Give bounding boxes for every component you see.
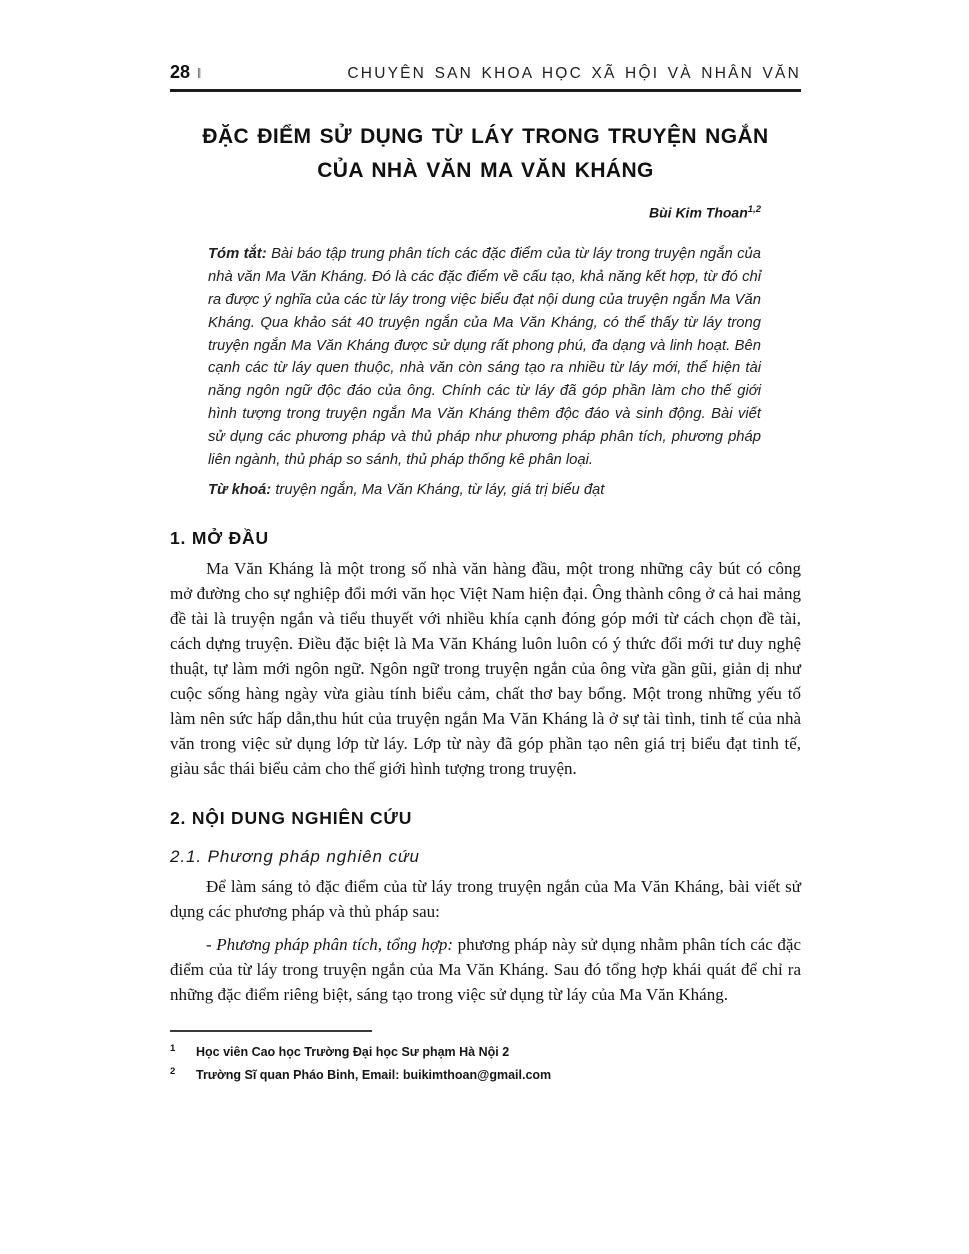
article-title-line2: CỦA NHÀ VĂN MA VĂN KHÁNG [317,158,654,182]
footnotes [170,1030,801,1087]
footnote-1 [170,1040,801,1064]
keywords-text: truyện ngắn, Ma Văn Kháng, từ láy, giá trị biểu đạt [275,482,605,499]
abstract-label: Tóm tắt: [208,245,267,262]
footnote-2-marker: 2 [170,1066,176,1078]
page-number: 28 [170,62,191,82]
footnote-2 [170,1063,801,1087]
page-number-divider-icon: ‖ [197,66,202,82]
method-bullet-text: phương pháp này sử dụng nhằm phân tích các đặc điểm của từ láy trong truyện ngắn của Ma Văn Kháng. Sau đó tổng hợp khái quát để chỉ ra những đặc điểm riêng biệt, sáng tạo trong việc sử dụng từ láy của Ma Văn Kháng. [170,934,801,1004]
section-2-heading: 2. NỘI DUNG NGHIÊN CỨU [170,807,413,828]
article-title-line1: ĐẶC ĐIỂM SỬ DỤNG TỪ LÁY TRONG TRUYỆN NGẮN [202,125,769,148]
running-header [170,62,801,92]
section-1-paragraph: Ma Văn Kháng là một trong số nhà văn hàng đầu, một trong những cây bút có công mở đường cho sự nghiệp đổi mới văn học Việt Nam hiện đại. Ông thành công ở cả hai mảng đề tài là truyện ngắn và tiểu thuyết với nhiều khía cạnh đóng góp mới từ cách chọn đề tài, cách dựng truyện. Điều đặc biệt là Ma Văn Kháng luôn luôn có ý thức đổi mới tư duy nghệ thuật, tự làm mới ngôn ngữ. Ngôn ngữ trong truyện ngắn của ông vừa gần gũi, giản dị như cuộc sống hàng ngày vừa giàu tính biểu cảm, chất thơ bay bổng. Một trong những yếu tố làm nên sức hấp dẫn,thu hút của truyện ngắn Ma Văn Kháng là ở sự tài tình, tinh tế của nhà văn trong việc sử dụng lớp từ láy. Lớp từ này đã góp phần tạo nên giá trị biểu đạt tinh tế, giàu sắc thái biểu cảm cho thế giới hình tượng trong truyện. [170,558,801,778]
abstract-text: Bài báo tập trung phân tích các đặc điểm của từ láy trong truyện ngắn của nhà văn Ma Văn Kháng. Đó là các đặc điểm về cấu tạo, khả năng kết hợp, từ đó chỉ ra được ý nghĩa của các từ láy trong việc biểu đạt nội dung của truyện ngắn Ma Văn Kháng. Qua khảo sát 40 truyện ngắn của Ma Văn Kháng, có thể thấy từ láy trong truyện ngắn Ma Văn Kháng được sử dụng rất phong phú, đa dạng và linh hoạt. Bên cạnh các từ láy quen thuộc, nhà văn còn sáng tạo ra nhiều từ láy mới, thể hiện tài năng ngôn ngữ độc đáo của ông. Chính các từ láy đã góp phần làm cho thế giới hình tượng trong truyện ngắn Ma Văn Kháng thêm độc đáo và sinh động. Bài viết sử dụng các phương pháp và thủ pháp như phương pháp phân tích, phương pháp liên ngành, thủ pháp so sánh, thủ pháp thống kê phân loại. [208,245,761,469]
method-bullet-paragraph [170,933,801,1008]
section-1-heading: 1. MỞ ĐẦU [170,527,269,548]
footnote-1-text: Học viên Cao học Trường Đại học Sư phạm Hà Nội 2 [196,1044,510,1059]
author-line [170,204,761,221]
article-title [170,120,801,187]
footnote-1-marker: 1 [170,1042,176,1054]
footnote-separator [170,1030,372,1032]
abstract [208,243,761,472]
keywords [208,479,761,502]
footnote-2-text: Trường Sĩ quan Pháo Binh, Email: buikimthoan@gmail.com [196,1068,552,1083]
author-affiliation-superscript: 1,2 [747,204,761,216]
author-name: Bùi Kim Thoan [649,204,748,221]
keywords-label: Từ khoá: [208,482,272,499]
section-2-1-paragraph: Để làm sáng tỏ đặc điểm của từ láy trong truyện ngắn của Ma Văn Kháng, bài viết sử dụng các phương pháp và thủ pháp sau: [170,876,801,921]
section-2-1-heading: 2.1. Phương pháp nghiên cứu [170,846,420,866]
method-bullet-lead: - Phương pháp phân tích, tổng hợp: [206,934,454,954]
journal-title: CHUYÊN SAN KHOA HỌC XÃ HỘI VÀ NHÂN VĂN [347,65,801,82]
